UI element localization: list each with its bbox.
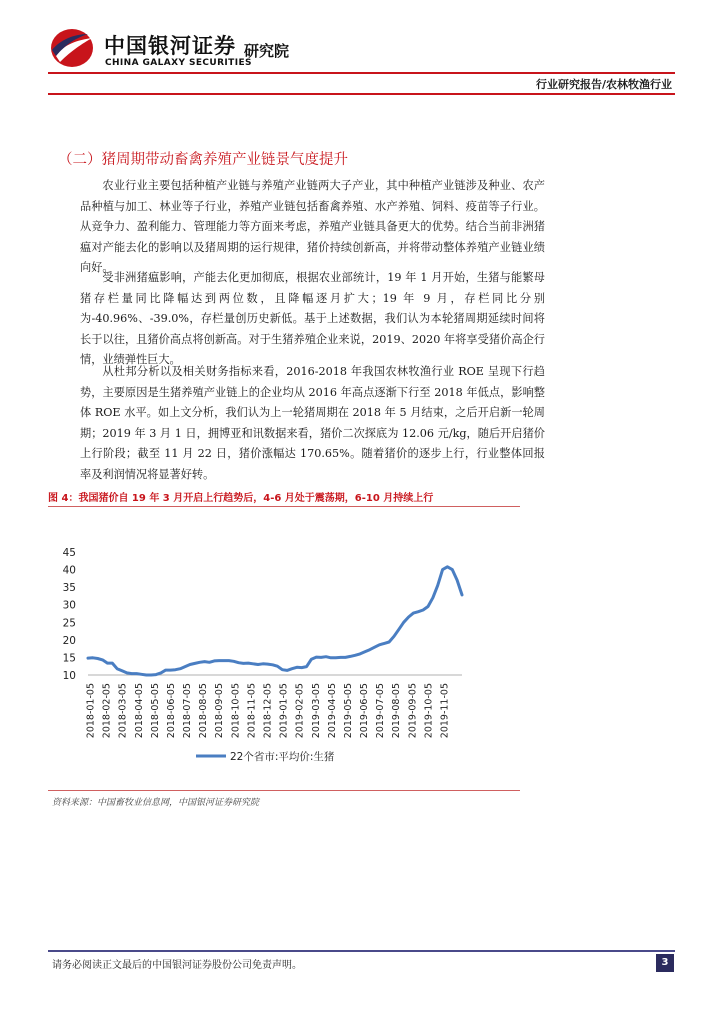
y-tick-label: 25 xyxy=(62,617,76,630)
x-tick-label: 2019-02-05 xyxy=(294,683,306,739)
x-tick-label: 2018-04-05 xyxy=(133,683,145,739)
paragraph-1: 农业行业主要包括种植产业链与养殖产业链两大子产业，其中种植产业链涉及种业、农产品种植与加工、林业等子行业，养殖产业链包括畜禽养殖、水产养殖、饲料、疫苗等子行业。从竞争力、盈利能力、管理能力等方面来考虑，养殖产业链具备更大的优势。结合当前非洲猪瘟对产能去化的影响以及猪周期的运行规律，猪价持续创新高，并将带动整体养殖产业链业绩向好。 xyxy=(80,179,545,275)
x-tick-label: 2019-10-05 xyxy=(423,683,435,739)
figure-divider-top xyxy=(48,506,520,507)
x-tick-label: 2018-06-05 xyxy=(165,683,177,739)
pig-price-line-chart xyxy=(48,508,520,790)
x-tick-label: 2019-01-05 xyxy=(278,683,290,739)
page-number: 3 xyxy=(656,954,674,972)
brand-name-cn: 中国银河证券 xyxy=(104,34,236,58)
footer-disclaimer: 请务必阅读正文最后的中国银河证券股份公司免责声明。 xyxy=(52,960,302,971)
header-divider xyxy=(48,72,675,74)
x-tick-label: 2019-03-05 xyxy=(310,683,322,739)
series-line xyxy=(88,567,462,675)
y-tick-label: 20 xyxy=(62,634,76,647)
footer-divider xyxy=(48,950,675,952)
x-tick-label: 2019-07-05 xyxy=(375,683,387,739)
x-tick-label: 2019-08-05 xyxy=(391,683,403,739)
figure-divider-bottom xyxy=(48,790,520,791)
x-tick-label: 2018-05-05 xyxy=(149,683,161,739)
x-tick-label: 2019-04-05 xyxy=(326,683,338,739)
y-tick-label: 45 xyxy=(62,547,76,559)
x-tick-label: 2018-01-05 xyxy=(85,683,97,739)
x-tick-label: 2018-07-05 xyxy=(182,683,194,739)
section-title: （二）猪周期带动畜禽养殖产业链景气度提升 xyxy=(58,152,348,168)
x-tick-label: 2018-08-05 xyxy=(198,683,210,739)
y-tick-label: 40 xyxy=(62,564,76,577)
paragraph-2: 受非洲猪瘟影响，产能去化更加彻底，根据农业部统计，19 年 1 月开始，生猪与能繁母猪存栏量同比降幅达到两位数，且降幅逐月扩大；19 年 9 月，存栏同比分别为-40.96%、-39.0%，存栏量创历史新低。基于上述数据，我们认为本轮猪周期延续时间将长于以往，且猪价高点将创新高。对于生猪养殖企业来说，2019、2020 年将享受猪价高企行情，业绩弹性巨大。 xyxy=(80,271,545,367)
figure-title: 图 4：我国猪价自 19 年 3 月开启上行趋势后，4-6 月处于震荡期，6-10 月持续上行 xyxy=(48,493,434,504)
x-tick-label: 2019-09-05 xyxy=(407,683,419,739)
x-tick-label: 2018-10-05 xyxy=(230,683,242,739)
header-divider-bottom xyxy=(48,93,675,95)
x-tick-label: 2019-05-05 xyxy=(342,683,354,739)
figure-source: 资料来源：中国畜牧业信息网，中国银河证券研究院 xyxy=(52,798,260,808)
galaxy-logo-icon xyxy=(48,26,96,70)
institute-label: 研究院 xyxy=(244,42,290,60)
x-tick-label: 2018-09-05 xyxy=(214,683,226,739)
y-tick-label: 35 xyxy=(62,582,76,595)
x-tick-label: 2019-11-05 xyxy=(439,683,451,739)
paragraph-3: 从杜邦分析以及相关财务指标来看，2016-2018 年我国农林牧渔行业 ROE 呈现下行趋势，主要原因是生猪养殖产业链上的企业均从 2016 年高点逐渐下行至 2018 年低点，影响整体 ROE 水平。如上文分析，我们认为上一轮猪周期在 2018 年 5 月结束，之后开启新一轮周期；2019 年 3 月 1 日，拥博亚和讯数据来看，猪价二次探底为 12.06 元/kg，随后开启猪价上行阶段；截至 11 月 22 日，猪价涨幅达 170.65%。随着猪价的逐步上行，行业整体回报率及利润情况将显著好转。 xyxy=(80,365,545,481)
y-tick-label: 10 xyxy=(62,670,76,682)
x-tick-label: 2018-03-05 xyxy=(117,683,129,739)
x-tick-label: 2018-12-05 xyxy=(262,683,274,739)
brand-name-en: CHINA GALAXY SECURITIES xyxy=(105,58,252,68)
y-tick-label: 30 xyxy=(62,599,76,612)
legend-label: 22个省市:平均价:生猪 xyxy=(230,751,335,763)
y-tick-label: 15 xyxy=(62,652,76,665)
x-tick-label: 2019-06-05 xyxy=(359,683,371,739)
x-tick-label: 2018-11-05 xyxy=(246,683,258,739)
x-tick-label: 2018-02-05 xyxy=(101,683,113,739)
report-type: 行业研究报告/农林牧渔行业 xyxy=(535,78,672,91)
